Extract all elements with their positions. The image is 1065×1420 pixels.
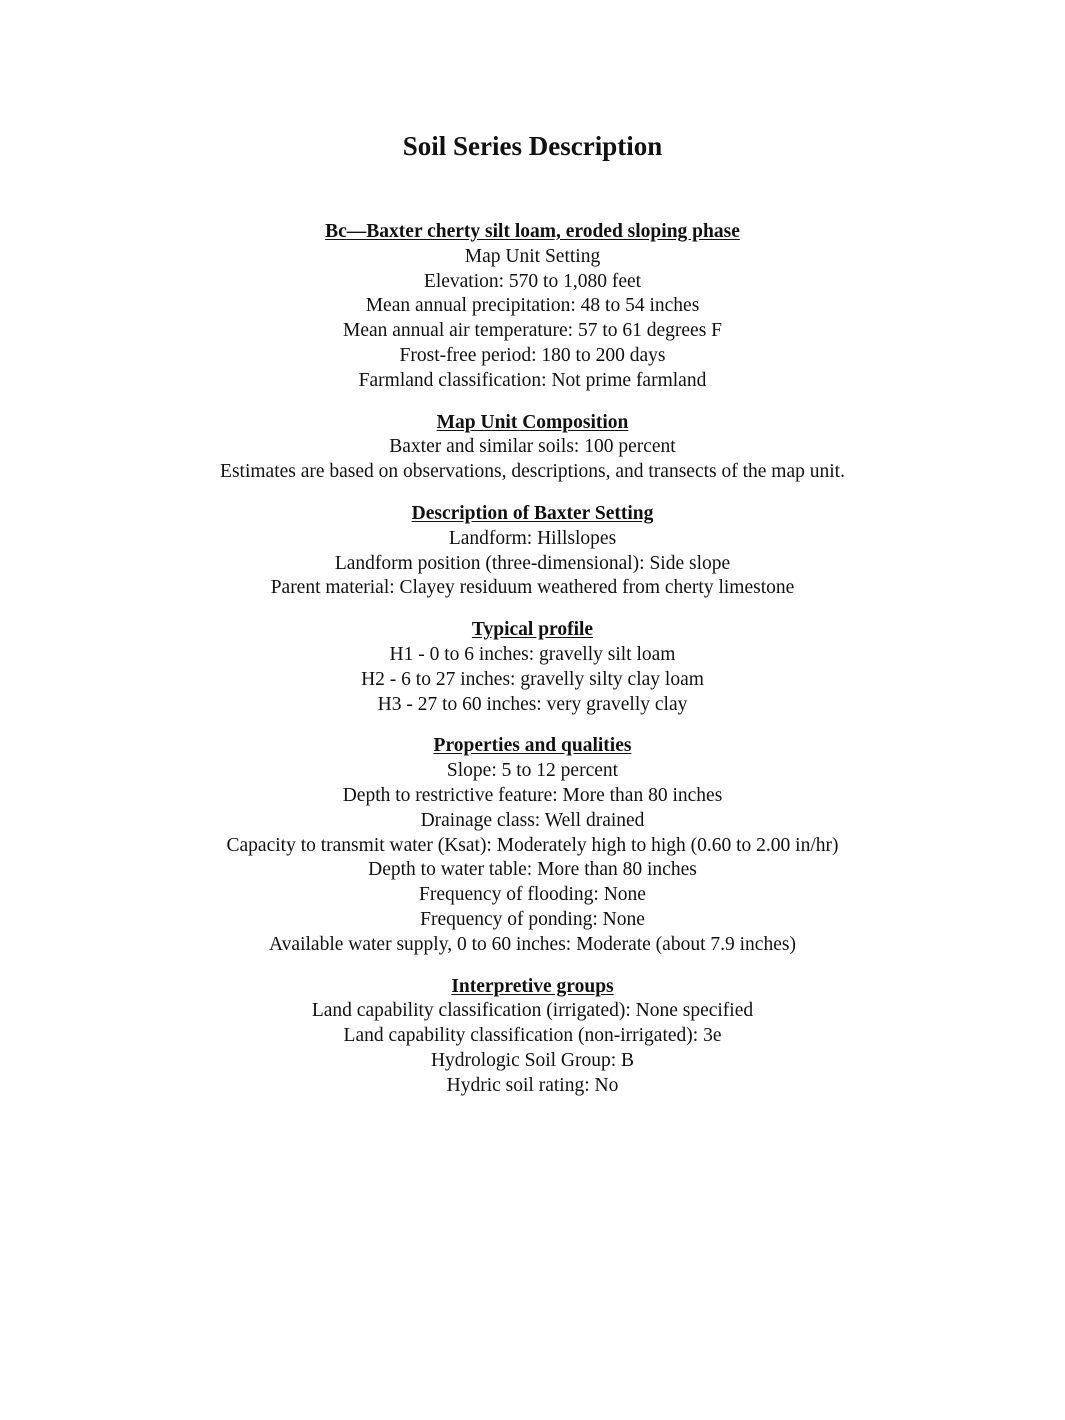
section-heading: Bc—Baxter cherty silt loam, eroded sloping phase	[325, 221, 740, 242]
text-line: Slope: 5 to 12 percent	[446, 760, 619, 782]
text-line: Elevation: 570 to 1,080 feet	[423, 270, 642, 292]
text-line: Estimates are based on observations, descriptions, and transects of the map unit.	[220, 461, 845, 483]
text-line: Available water supply, 0 to 60 inches: Moderate (about 7.9 inches)	[269, 933, 796, 955]
text-line: Baxter and similar soils: 100 percent	[389, 436, 676, 458]
text-line: Land capability classification (irrigated): None specified	[311, 1000, 754, 1022]
text-line: Landform position (three-dimensional): Side slope	[334, 552, 731, 574]
text-line: Drainage class: Well drained	[420, 809, 645, 831]
text-line: Frequency of ponding: None	[420, 908, 645, 930]
section-heading: Properties and qualities	[433, 735, 632, 757]
text-line: Hydric soil rating: No	[446, 1074, 619, 1096]
text-line: Land capability classification (non-irrigated): 3e	[343, 1025, 722, 1047]
text-line: H1 - 0 to 6 inches: gravelly silt loam	[389, 643, 676, 665]
text-line: Depth to restrictive feature: More than 80 inches	[342, 784, 723, 806]
text-line: Frequency of flooding: None	[419, 884, 646, 906]
section-interpretive-groups	[0, 975, 1065, 1099]
text-line: Capacity to transmit water (Ksat): Moderately high to high (0.60 to 2.00 in/hr)	[226, 834, 839, 856]
text-line: Mean annual air temperature: 57 to 61 degrees F	[342, 320, 723, 342]
section-heading: Description of Baxter Setting	[411, 502, 654, 524]
section-heading: Map Unit Composition	[436, 411, 629, 433]
section-heading: Typical profile	[471, 619, 594, 641]
text-line: Map Unit Setting	[464, 245, 601, 267]
section-typical-profile	[0, 618, 1065, 717]
page-title: Soil Series Description	[402, 131, 663, 161]
text-line: Landform: Hillslopes	[448, 527, 617, 549]
text-line: Frost-free period: 180 to 200 days	[399, 344, 666, 366]
text-line: H3 - 27 to 60 inches: very gravelly clay	[377, 693, 688, 715]
section-properties	[0, 734, 1065, 957]
text-line: Farmland classification: Not prime farmland	[358, 369, 707, 391]
text-line: Parent material: Clayey residuum weathered from cherty limestone	[270, 577, 795, 599]
text-line: Hydrologic Soil Group: B	[430, 1049, 635, 1071]
text-line: H2 - 6 to 27 inches: gravelly silty clay loam	[361, 668, 704, 690]
section-map-unit	[0, 220, 1065, 394]
section-map-unit-composition	[0, 411, 1065, 485]
text-line: Depth to water table: More than 80 inches	[368, 859, 697, 881]
text-line: Mean annual precipitation: 48 to 54 inches	[365, 295, 700, 317]
document-body	[0, 220, 1065, 1116]
section-baxter-setting	[0, 502, 1065, 601]
section-heading: Interpretive groups	[451, 975, 614, 997]
